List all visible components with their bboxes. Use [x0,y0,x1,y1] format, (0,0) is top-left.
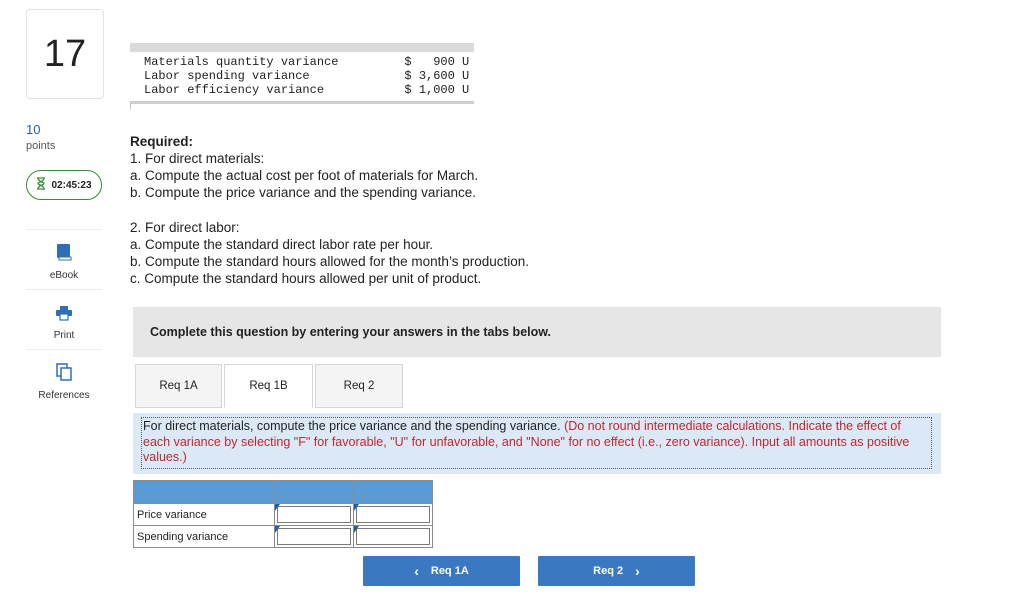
input-flag-icon [275,504,280,511]
tab-req-1a[interactable] [135,364,222,408]
question-number: 17 [26,9,104,99]
tab-req-2[interactable] [315,364,403,408]
given-data-table [130,43,474,104]
given-row [130,55,474,69]
hourglass-icon [36,177,46,193]
ebook-button[interactable] [26,229,102,287]
answer-header-row [134,481,433,504]
part2-b: b. Compute the standard hours allowed for the month’s production. [130,254,529,269]
points-label: points [26,140,56,152]
answer-table [133,480,433,548]
price-variance-effect-cell [354,504,433,526]
references-button[interactable] [26,349,102,407]
part2-c: c. Compute the standard hours allowed per unit of product. [130,271,482,286]
printer-icon [55,305,73,324]
input-flag-icon [354,504,359,511]
chevron-right-icon: › [635,563,640,579]
required-title: Required: [130,134,194,149]
tab-label: Req 1A [159,380,198,392]
print-button[interactable] [26,289,102,347]
prompt-text [141,417,932,469]
header-cell [354,481,433,504]
next-req-button[interactable] [538,556,695,586]
given-label: Labor efficiency variance [144,83,325,97]
row-label: Price variance [134,504,275,526]
part1-heading: 1. For direct materials: [130,151,265,166]
ebook-label: eBook [49,270,79,281]
prompt-main: For direct materials, compute the price variance and the spending variance. [143,419,561,433]
row-label: Spending variance [134,526,275,548]
instruction-bar [133,307,941,357]
next-label: Req 2 [593,565,624,577]
price-variance-effect-select[interactable] [356,506,430,523]
chevron-left-icon: ‹ [414,563,419,579]
prompt-note: (Do not round intermediate calculations. Indicate the effect of each variance by selecting "F" for favorable, "U" for unfavorable, and "None" for no effect (i.e., zero variance). Input all amounts as positive values.) [143,419,910,464]
given-value: $ 900 U [404,55,470,69]
prev-label: Req 1A [430,565,469,577]
header-cell [134,481,275,504]
print-label: Print [53,330,75,341]
instruction-text: Complete this question by entering your answers in the tabs below. [150,325,551,339]
given-label: Labor spending variance [144,69,310,83]
given-value: $ 1,000 U [404,83,470,97]
part1-b: b. Compute the price variance and the spending variance. [130,185,476,200]
book-icon [56,243,72,264]
header-cell [275,481,354,504]
given-label: Materials quantity variance [144,55,339,69]
tab-label: Req 1B [249,380,288,392]
timer-value: 02:45:23 [51,179,92,191]
spending-variance-effect-select[interactable] [356,528,430,545]
answer-row-price-variance [134,504,433,526]
tab-label: Req 2 [343,380,375,392]
tab-req-1b[interactable] [224,364,313,408]
points-value: 10 [26,122,41,137]
spending-variance-amount-cell [275,526,354,548]
given-value: $ 3,600 U [404,69,470,83]
input-flag-icon [275,526,280,533]
given-row [130,69,474,83]
spending-variance-amount-input[interactable] [277,528,351,545]
part2-a: a. Compute the standard direct labor rate per hour. [130,237,434,252]
price-variance-amount-cell [275,504,354,526]
part1-a: a. Compute the actual cost per foot of materials for March. [130,168,479,183]
timer [26,170,102,200]
answer-row-spending-variance [134,526,433,548]
price-variance-amount-input[interactable] [277,506,351,523]
prev-req-button[interactable] [363,556,520,586]
part2-heading: 2. For direct labor: [130,220,240,235]
spending-variance-effect-cell [354,526,433,548]
table-edge [130,101,131,110]
references-label: References [38,390,90,401]
copy-icon [56,363,72,384]
input-flag-icon [354,526,359,533]
given-row [130,83,474,97]
